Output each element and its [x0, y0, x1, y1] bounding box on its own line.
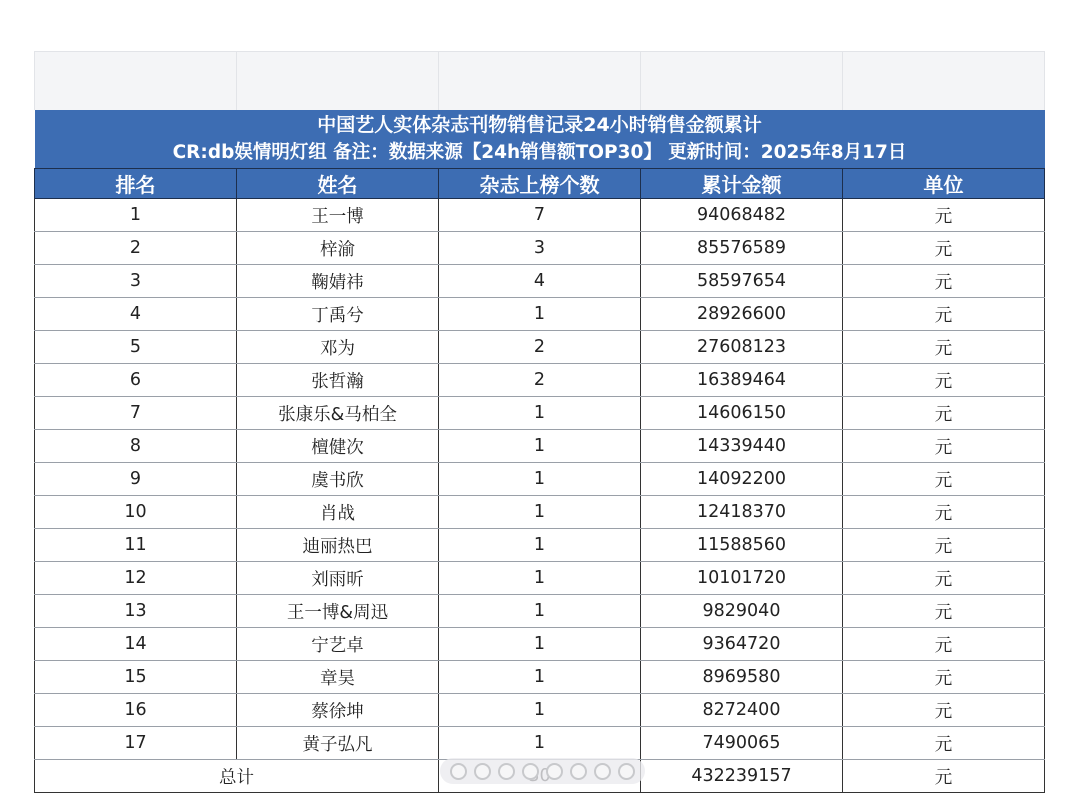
rank-cell[interactable]: 2 [35, 232, 237, 265]
table-title [35, 110, 1045, 169]
table-row [35, 529, 1045, 562]
unit-cell[interactable]: 元 [843, 562, 1045, 595]
header-name: 姓名 [237, 169, 439, 199]
name-cell[interactable]: 刘雨昕 [237, 562, 439, 595]
unit-cell[interactable]: 元 [843, 265, 1045, 298]
table-row [35, 562, 1045, 595]
unit-cell[interactable]: 元 [843, 727, 1045, 760]
count-cell[interactable]: 1 [439, 529, 641, 562]
name-cell[interactable]: 蔡徐坤 [237, 694, 439, 727]
unit-cell[interactable]: 元 [843, 463, 1045, 496]
amount-cell[interactable]: 8969580 [641, 661, 843, 694]
rank-cell[interactable]: 10 [35, 496, 237, 529]
total-label[interactable]: 总计 [35, 760, 439, 793]
dot-icon [450, 763, 467, 780]
dot-icon [474, 763, 491, 780]
rank-cell[interactable]: 15 [35, 661, 237, 694]
table-row [35, 364, 1045, 397]
count-cell[interactable]: 1 [439, 727, 641, 760]
header-count: 杂志上榜个数 [439, 169, 641, 199]
count-cell[interactable]: 1 [439, 595, 641, 628]
table-row [35, 496, 1045, 529]
count-cell[interactable]: 1 [439, 430, 641, 463]
count-cell[interactable]: 1 [439, 562, 641, 595]
amount-cell[interactable]: 8272400 [641, 694, 843, 727]
name-cell[interactable]: 张哲瀚 [237, 364, 439, 397]
amount-cell[interactable]: 28926600 [641, 298, 843, 331]
name-cell[interactable]: 肖战 [237, 496, 439, 529]
rank-cell[interactable]: 3 [35, 265, 237, 298]
unit-cell[interactable]: 元 [843, 331, 1045, 364]
sales-table [34, 51, 1045, 793]
empty-cell[interactable] [439, 52, 641, 111]
title-line-1: 中国艺人实体杂志刊物销售记录24小时销售金额累计 [317, 114, 762, 136]
table-row [35, 628, 1045, 661]
count-cell[interactable]: 1 [439, 463, 641, 496]
table-row [35, 727, 1045, 760]
amount-cell[interactable]: 9829040 [641, 595, 843, 628]
table-row [35, 661, 1045, 694]
count-cell[interactable]: 7 [439, 199, 641, 232]
count-cell[interactable]: 1 [439, 628, 641, 661]
rank-cell[interactable]: 9 [35, 463, 237, 496]
rank-cell[interactable]: 5 [35, 331, 237, 364]
empty-cell[interactable] [843, 52, 1045, 111]
rank-cell[interactable]: 17 [35, 727, 237, 760]
spreadsheet [34, 51, 1044, 793]
table-row [35, 232, 1045, 265]
dot-icon [618, 763, 635, 780]
count-cell[interactable]: 3 [439, 232, 641, 265]
name-cell[interactable]: 虞书欣 [237, 463, 439, 496]
name-cell[interactable]: 王一博&周迅 [237, 595, 439, 628]
rank-cell[interactable]: 6 [35, 364, 237, 397]
dot-icon [546, 763, 563, 780]
total-amount[interactable]: 432239157 [641, 760, 843, 793]
rank-cell[interactable]: 11 [35, 529, 237, 562]
name-cell[interactable]: 迪丽热巴 [237, 529, 439, 562]
title-line-2: CR:db娱情明灯组 备注：数据来源【24h销售额TOP30】 更新时间：2025年8月17日 [172, 142, 907, 163]
name-cell[interactable]: 王一博 [237, 199, 439, 232]
rank-cell[interactable]: 16 [35, 694, 237, 727]
dot-icon [570, 763, 587, 780]
amount-cell[interactable]: 9364720 [641, 628, 843, 661]
amount-cell[interactable]: 14339440 [641, 430, 843, 463]
unit-cell[interactable]: 元 [843, 397, 1045, 430]
unit-cell[interactable]: 元 [843, 628, 1045, 661]
rank-cell[interactable]: 13 [35, 595, 237, 628]
table-row [35, 430, 1045, 463]
count-cell[interactable]: 2 [439, 364, 641, 397]
rank-cell[interactable]: 7 [35, 397, 237, 430]
unit-cell[interactable]: 元 [843, 364, 1045, 397]
amount-cell[interactable]: 14092200 [641, 463, 843, 496]
dot-icon [594, 763, 611, 780]
name-cell[interactable]: 丁禹兮 [237, 298, 439, 331]
rank-cell[interactable]: 14 [35, 628, 237, 661]
rank-cell[interactable]: 8 [35, 430, 237, 463]
dot-icon [498, 763, 515, 780]
count-cell[interactable]: 1 [439, 661, 641, 694]
amount-cell[interactable]: 58597654 [641, 265, 843, 298]
unit-cell[interactable]: 元 [843, 595, 1045, 628]
table-row [35, 694, 1045, 727]
unit-cell[interactable]: 元 [843, 430, 1045, 463]
header-rank: 排名 [35, 169, 237, 199]
unit-cell[interactable]: 元 [843, 694, 1045, 727]
empty-cell[interactable] [35, 52, 237, 111]
count-cell[interactable]: 1 [439, 397, 641, 430]
total-unit[interactable]: 元 [843, 760, 1045, 793]
unit-cell[interactable]: 元 [843, 661, 1045, 694]
unit-cell[interactable]: 元 [843, 199, 1045, 232]
unit-cell[interactable]: 元 [843, 529, 1045, 562]
table-row [35, 298, 1045, 331]
name-cell[interactable]: 张康乐&马柏全 [237, 397, 439, 430]
empty-cell[interactable] [237, 52, 439, 111]
count-cell[interactable]: 1 [439, 496, 641, 529]
count-cell[interactable]: 1 [439, 298, 641, 331]
header-row [35, 169, 1045, 199]
table-row [35, 463, 1045, 496]
rank-cell[interactable]: 1 [35, 199, 237, 232]
name-cell[interactable]: 邓为 [237, 331, 439, 364]
amount-cell[interactable]: 16389464 [641, 364, 843, 397]
title-row [35, 110, 1045, 169]
blank-row [35, 52, 1045, 111]
count-cell[interactable]: 4 [439, 265, 641, 298]
amount-cell[interactable]: 14606150 [641, 397, 843, 430]
image-viewer-overlay [440, 758, 645, 784]
header-amount: 累计金额 [641, 169, 843, 199]
amount-cell[interactable]: 11588560 [641, 529, 843, 562]
table-row [35, 265, 1045, 298]
amount-cell[interactable]: 12418370 [641, 496, 843, 529]
amount-cell[interactable]: 27608123 [641, 331, 843, 364]
dot-icon [522, 763, 539, 780]
name-cell[interactable]: 鞠婧祎 [237, 265, 439, 298]
count-cell[interactable]: 2 [439, 331, 641, 364]
name-cell[interactable]: 宁艺卓 [237, 628, 439, 661]
amount-cell[interactable]: 94068482 [641, 199, 843, 232]
unit-cell[interactable]: 元 [843, 496, 1045, 529]
name-cell[interactable]: 檀健次 [237, 430, 439, 463]
empty-cell[interactable] [641, 52, 843, 111]
name-cell[interactable]: 梓渝 [237, 232, 439, 265]
rank-cell[interactable]: 12 [35, 562, 237, 595]
count-cell[interactable]: 1 [439, 694, 641, 727]
amount-cell[interactable]: 7490065 [641, 727, 843, 760]
table-row [35, 397, 1045, 430]
table-row [35, 331, 1045, 364]
name-cell[interactable]: 章昊 [237, 661, 439, 694]
unit-cell[interactable]: 元 [843, 232, 1045, 265]
name-cell[interactable]: 黄子弘凡 [237, 727, 439, 760]
unit-cell[interactable]: 元 [843, 298, 1045, 331]
table-row [35, 199, 1045, 232]
amount-cell[interactable]: 85576589 [641, 232, 843, 265]
rank-cell[interactable]: 4 [35, 298, 237, 331]
table-row [35, 595, 1045, 628]
header-unit: 单位 [843, 169, 1045, 199]
amount-cell[interactable]: 10101720 [641, 562, 843, 595]
